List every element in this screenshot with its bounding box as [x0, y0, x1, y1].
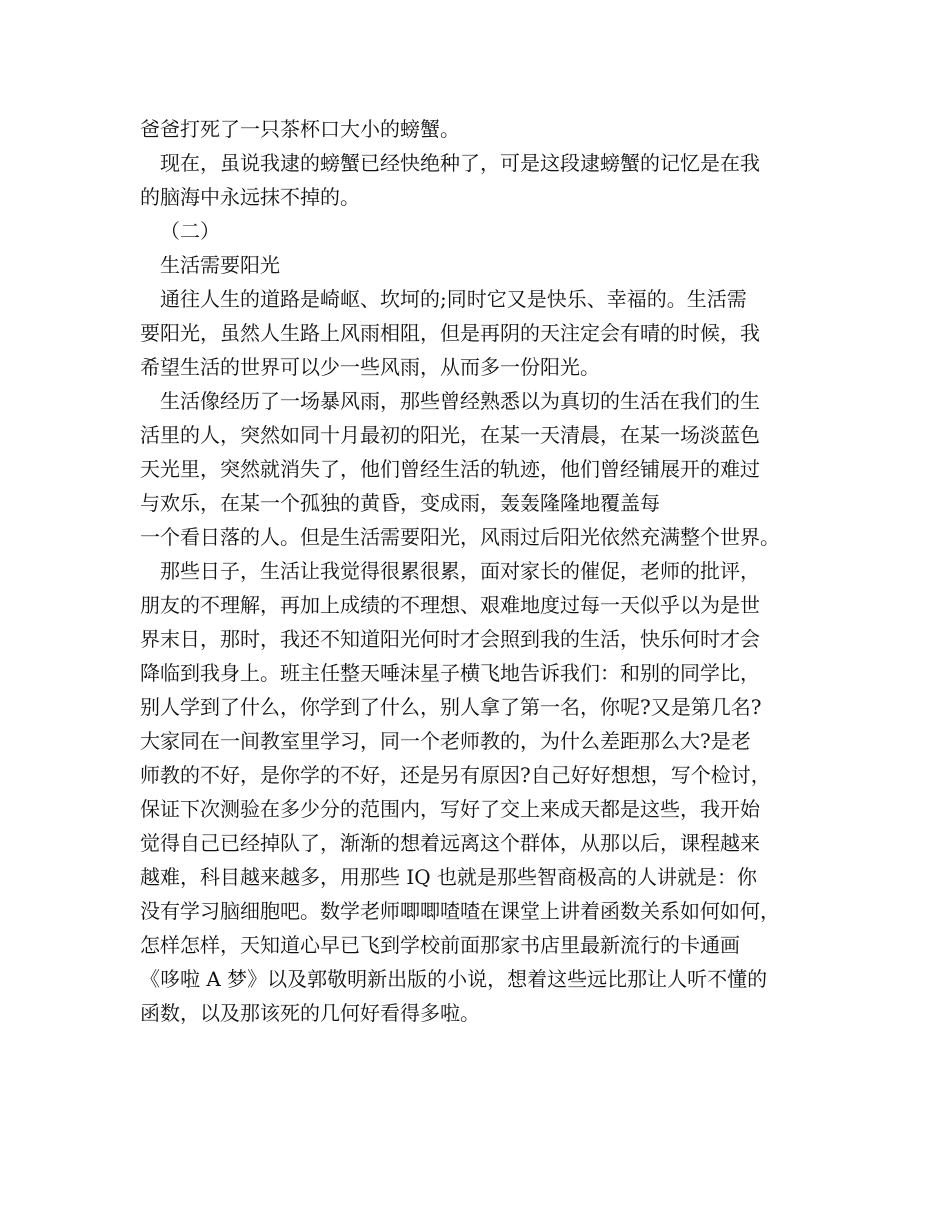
text-line: 《哆啦 A 梦》以及郭敬明新出版的小说，想着这些远比那让人听不懂的: [140, 967, 768, 991]
text-line: 函数，以及那该死的几何好看得多啦。: [140, 1001, 480, 1025]
text-line: 越难，科目越来越多，用那些 IQ 也就是那些智商极高的人讲就是：你: [140, 865, 758, 889]
text-line: 天光里，突然就消失了，他们曾经生活的轨迹，他们曾经铺展开的难过: [140, 457, 760, 481]
text-line: 大家同在一间教室里学习，同一个老师教的，为什么差距那么大?是老: [140, 729, 751, 753]
text-line: 降临到我身上。班主任整天唾沫星子横飞地告诉我们：和别的同学比，: [140, 661, 760, 685]
body-text: [140, 112, 830, 1030]
text-line: 没有学习脑细胞吧。数学老师唧唧喳喳在课堂上讲着函数关系如何如何，: [140, 899, 780, 923]
text-line: （二）: [160, 219, 220, 243]
text-line: 觉得自己已经掉队了，渐渐的想着远离这个群体，从那以后，课程越来: [140, 831, 760, 855]
text-line: 活里的人，突然如同十月最初的阳光，在某一天清晨，在某一场淡蓝色: [140, 423, 760, 447]
text-line: 的脑海中永远抹不掉的。: [140, 185, 360, 209]
text-line: 爸爸打死了一只茶杯口大小的螃蟹。: [140, 117, 460, 141]
text-line: 现在，虽说我逮的螃蟹已经快绝种了，可是这段逮螃蟹的记忆是在我: [160, 151, 760, 175]
text-line: 通往人生的道路是崎岖、坎坷的;同时它又是快乐、幸福的。生活需: [160, 287, 747, 311]
text-line: 那些日子，生活让我觉得很累很累，面对家长的催促，老师的批评，: [160, 559, 760, 583]
text-line: 生活需要阳光: [160, 253, 280, 277]
text-line: 一个看日落的人。但是生活需要阳光，风雨过后阳光依然充满整个世界。: [140, 525, 780, 549]
text-line: 师教的不好，是你学的不好，还是另有原因?自己好好想想，写个检讨，: [140, 763, 771, 787]
text-line: 怎样怎样，天知道心早已飞到学校前面那家书店里最新流行的卡通画: [140, 933, 740, 957]
text-line: 要阳光，虽然人生路上风雨相阻，但是再阴的天注定会有晴的时候，我: [140, 321, 760, 345]
text-line: 别人学到了什么，你学到了什么，别人拿了第一名，你呢?又是第几名?: [140, 695, 762, 719]
text-line: 与欢乐，在某一个孤独的黄昏，变成雨，轰轰隆隆地覆盖每: [140, 491, 660, 515]
text-line: 界末日，那时，我还不知道阳光何时才会照到我的生活，快乐何时才会: [140, 627, 760, 651]
text-line: 生活像经历了一场暴风雨，那些曾经熟悉以为真切的生活在我们的生: [160, 389, 760, 413]
text-line: 朋友的不理解，再加上成绩的不理想、艰难地度过每一天似乎以为是世: [140, 593, 760, 617]
text-line: 希望生活的世界可以少一些风雨，从而多一份阳光。: [140, 355, 600, 379]
text-line: 保证下次测验在多少分的范围内，写好了交上来成天都是这些，我开始: [140, 797, 760, 821]
